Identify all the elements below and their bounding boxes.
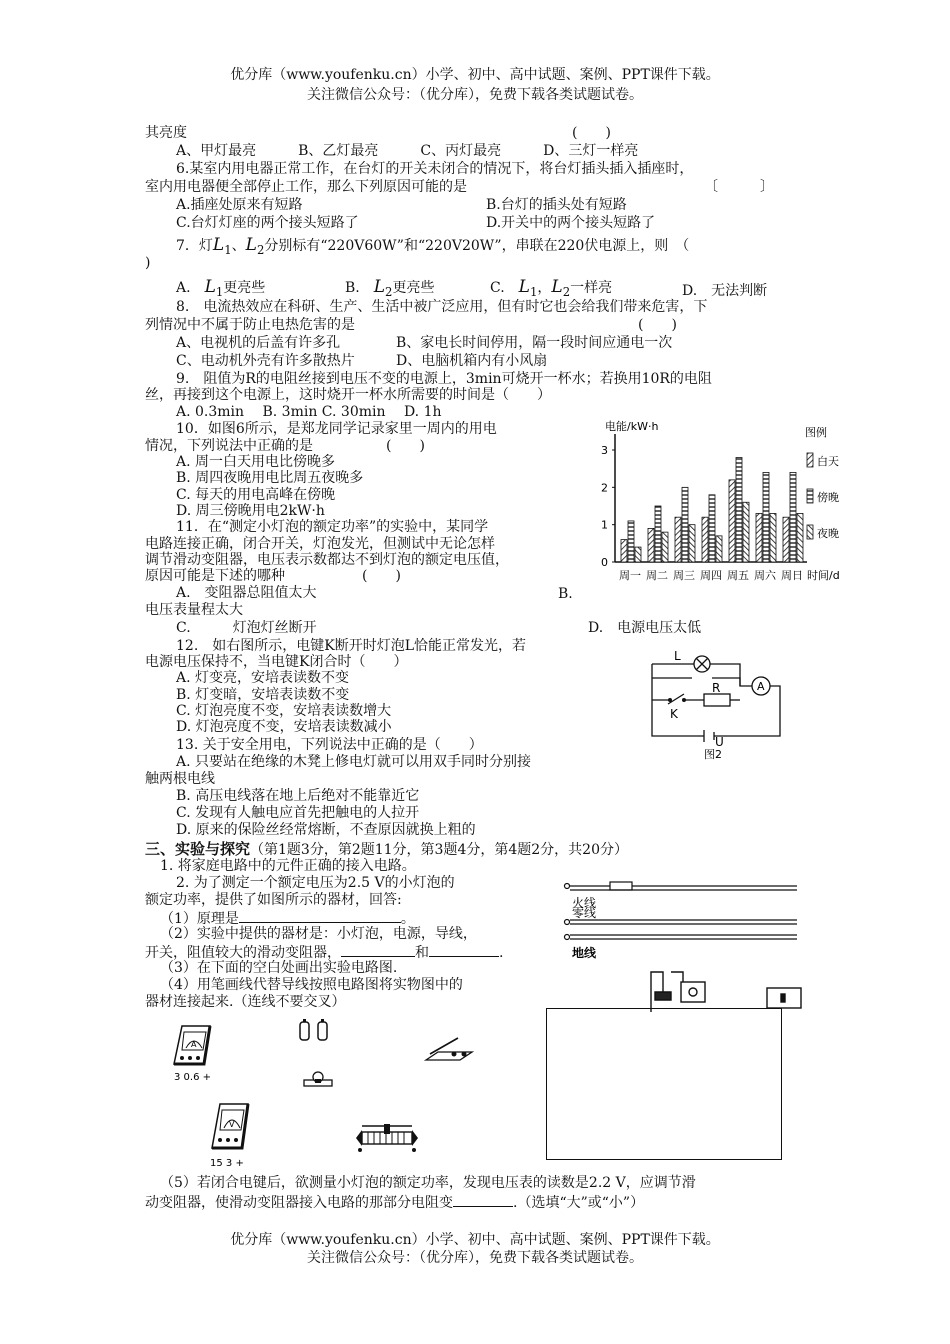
q11-option-c: C. 灯泡灯丝断开 xyxy=(176,620,317,636)
chart-bar-白天 xyxy=(648,528,654,562)
circuit-drawing-area[interactable] xyxy=(546,1008,782,1160)
q7-option-d: D. 无法判断 xyxy=(682,283,768,299)
circuit-caption: 图2 xyxy=(704,748,722,760)
q12-option-a: A. 灯变亮，安培表读数不变 xyxy=(176,670,350,686)
chart-bar-傍晚 xyxy=(709,495,715,562)
footer-line-2: 关注微信公众号：（优分库），免费下载各类试题试卷。 xyxy=(307,1250,643,1266)
chart-bar-夜晚 xyxy=(770,513,776,562)
exp2-part2-line1: （2）实验中提供的器材是：小灯泡，电源，导线， xyxy=(160,926,477,942)
exp2-part2-line2: 开关，阻值较大的滑动变阻器， 和 . xyxy=(145,942,503,962)
exp1-stem: 1. 将家庭电路中的元件正确的接入电路。 xyxy=(160,858,416,874)
knife-switch-icon xyxy=(424,1034,474,1064)
q10-paren: ( ) xyxy=(386,438,425,454)
circuit-switch-label: K xyxy=(670,707,678,721)
resistor-symbol xyxy=(704,694,730,706)
q11-stem-1: 11．在“测定小灯泡的额定功率”的实验中，某同学 xyxy=(176,519,489,535)
chart-bar-白天 xyxy=(621,540,627,562)
q8-stem-2: 列情况中不属于防止电热危害的是 xyxy=(145,317,355,333)
q10-option-b: B. 周四夜晚用电比周五夜晚多 xyxy=(176,470,364,486)
chart-bar-傍晚 xyxy=(790,472,796,562)
chart-category-label: 周四 xyxy=(700,569,722,582)
circuit-ammeter-label: A xyxy=(757,680,765,693)
q7-option-b: B. $L_2$更亮些 xyxy=(345,277,435,299)
chart-bar-白天 xyxy=(729,480,735,562)
chart-bar-夜晚 xyxy=(635,547,641,562)
chart-bar-夜晚 xyxy=(662,532,668,562)
exp2-stem-1: 2. 为了测定一个额定电压为2.5 V的小灯泡的 xyxy=(176,875,455,891)
chart-category-label: 周二 xyxy=(646,569,668,582)
answer-blank-equipment-1[interactable] xyxy=(341,942,415,957)
q11-option-b-text: 电压表量程太大 xyxy=(145,602,243,618)
chart-ytick-label: 0 xyxy=(601,556,608,569)
answer-blank-resistance[interactable] xyxy=(453,1192,513,1207)
q13-option-b: B. 高压电线落在地上后绝对不能靠近它 xyxy=(176,788,420,804)
household-devices xyxy=(645,966,825,1012)
q6-stem-1: 6.某室内用电器正常工作，在台灯的开关未闭合的情况下，将台灯插头插入插座时， xyxy=(176,161,694,177)
q11-option-d: D. 电源电压太低 xyxy=(588,620,702,636)
voltmeter-apparatus xyxy=(206,1098,254,1170)
chart-bar-夜晚 xyxy=(743,502,749,562)
ammeter-letter: A xyxy=(191,1040,197,1049)
chart-legend-swatch xyxy=(807,453,813,467)
circuit-diagram xyxy=(640,648,790,760)
chart-legend-label: 白天 xyxy=(817,455,839,468)
q12-stem-2: 电源电压保持不，当电键K闭合时（ ） xyxy=(145,654,408,670)
exp2-part5-line2: 动变阻器，使滑动变阻器接入电路的那部分电阻变 .（选填“大”或“小”） xyxy=(145,1192,644,1212)
chart-ytick-label: 2 xyxy=(601,481,608,495)
rheostat-icon xyxy=(354,1120,420,1154)
circuit-lamp-label: L xyxy=(674,649,681,663)
chart-ytick-label: 3 xyxy=(601,444,608,457)
q10-option-d: D. 周三傍晚用电2kW·h xyxy=(176,503,325,519)
circuit-source-label: U xyxy=(715,735,724,749)
live-wire-label: 火线 xyxy=(572,896,597,910)
q5-stem: 其亮度 xyxy=(145,125,187,141)
chart-bar-夜晚 xyxy=(797,513,803,562)
battery-icon xyxy=(296,1018,336,1042)
q12-option-d: D. 灯泡亮度不变，安培表读数减小 xyxy=(176,719,392,735)
chart-legend-swatch xyxy=(807,525,813,539)
chart-bar-夜晚 xyxy=(716,536,722,562)
q10-stem-2: 情况，下列说法中正确的是 xyxy=(145,438,313,454)
exp2-part3: （3）在下面的空白处画出实验电路图. xyxy=(160,960,398,976)
q13-stem: 13. 关于安全用电，下列说法中正确的是（ ） xyxy=(176,737,483,753)
q13-option-a-2: 触两根电线 xyxy=(145,771,215,787)
q10-option-a: A. 周一白天用电比傍晚多 xyxy=(176,454,336,470)
q10-option-c: C. 每天的用电高峰在傍晚 xyxy=(176,487,336,503)
chart-ytick-label: 1 xyxy=(601,518,608,532)
q8-option-c: C、电动机外壳有许多散热片 xyxy=(176,353,355,369)
chart-bar-傍晚 xyxy=(655,506,661,562)
q8-option-b: B、家电长时间停用，隔一段时间应通电一次 xyxy=(396,335,673,351)
q6-option-a: A.插座处原来有短路 xyxy=(176,197,303,213)
chart-bar-白天 xyxy=(675,517,681,562)
ceiling-lamp-icon xyxy=(655,992,671,1000)
q11-option-a: A. 变阻器总阻值太大 xyxy=(176,585,317,601)
chart-legend-swatch xyxy=(807,489,813,503)
ground-wire-label: 地线 xyxy=(572,946,597,960)
q10-stem-1: 10．如图6所示，是郑龙同学记录家里一周内的用电 xyxy=(176,421,497,437)
chart-bar-傍晚 xyxy=(628,521,634,562)
answer-blank-equipment-2[interactable] xyxy=(429,942,499,957)
q12-stem-1: 12. 如右图所示，电键K断开时灯泡L恰能正常发光，若 xyxy=(176,638,527,654)
chart-bar-傍晚 xyxy=(736,457,742,562)
q8-paren: ( ) xyxy=(638,317,677,333)
chart-legend-label: 夜晚 xyxy=(817,527,839,540)
chart-category-label: 周三 xyxy=(673,569,695,582)
chart-category-label: 周六 xyxy=(754,569,776,582)
household-wiring-diagram xyxy=(562,876,802,962)
q8-stem-1: 8. 电流热效应在科研、生产、生活中被广泛应用，但有时它也会给我们带来危害，下 xyxy=(176,299,708,315)
chart-bar-傍晚 xyxy=(763,472,769,562)
q11-stem-3: 调节滑动变阻器，电压表示数都达不到灯泡的额定电压值， xyxy=(145,552,509,568)
q13-option-a-1: A. 只要站在绝缘的木凳上修电灯就可以用双手同时分别接 xyxy=(176,754,532,770)
neutral-wire-label: 零线 xyxy=(572,906,597,920)
circuit-resistor-label: R xyxy=(712,681,721,695)
q13-option-d: D. 原来的保险丝经常熔断，不查原因就换上粗的 xyxy=(176,822,476,838)
answer-blank-principle[interactable] xyxy=(239,908,401,923)
q6-option-d: D.开关中的两个接头短路了 xyxy=(486,215,656,231)
q6-stem-2: 室内用电器便全部停止工作，那么下列原因可能的是 xyxy=(145,179,467,195)
q11-stem-4: 原因可能是下述的哪种 xyxy=(145,568,285,584)
small-bulb-icon xyxy=(300,1070,336,1088)
q7-option-c: C. $L_1$，$L_2$一样亮 xyxy=(490,277,613,299)
ammeter-terminals: 3 0.6 + xyxy=(174,1072,212,1083)
q9-stem-1: 9. 阻值为R的电阻丝接到电压不变的电源上，3min可烧开一杯水；若换用10R的电阻 xyxy=(176,371,712,387)
q6-option-b: B.台灯的插头处有短路 xyxy=(486,197,627,213)
chart-ylabel: 电能/kW·h xyxy=(605,420,659,433)
q7-option-a: A. $L_1$更亮些 xyxy=(176,277,266,299)
chart-legend-title: 图例 xyxy=(805,426,827,439)
q5-paren: ( ) xyxy=(572,125,611,141)
q11-option-b-label: B. xyxy=(558,586,573,602)
q8-option-d: D、电脑机箱内有小风扇 xyxy=(396,353,548,369)
voltmeter-terminals: 15 3 + xyxy=(210,1158,244,1169)
q9-options: A. 0.3min B. 3min C. 30min D. 1h xyxy=(176,404,442,420)
chart-category-label: 周日 xyxy=(781,569,803,582)
chart-xlabel: 时间/d xyxy=(807,569,840,582)
chart-bar-白天 xyxy=(756,513,762,562)
voltmeter-letter: V xyxy=(229,1120,235,1129)
exp2-part4-line1: （4）用笔画线代替导线按照电路图将实物图中的 xyxy=(160,977,463,993)
header-line-1: 优分库（www.youfenku.cn）小学、初中、高中试题、案例、PPT课件下载。 xyxy=(230,67,720,83)
q13-option-c: C. 发现有人触电应首先把触电的人拉开 xyxy=(176,805,420,821)
q12-option-b: B. 灯变暗，安培表读数不变 xyxy=(176,687,350,703)
exp2-part4-line2: 器材连接起来.（连线不要交叉） xyxy=(145,994,346,1010)
footer-line-1: 优分库（www.youfenku.cn）小学、初中、高中试题、案例、PPT课件下载。 xyxy=(230,1232,720,1248)
q7-close-paren: ) xyxy=(145,255,151,271)
header-line-2: 关注微信公众号：（优分库），免费下载各类试题试卷。 xyxy=(307,87,643,103)
wall-switch-icon xyxy=(681,982,705,1002)
q6-option-c: C.台灯灯座的两个接头短路了 xyxy=(176,215,359,231)
chart-category-label: 周一 xyxy=(619,569,641,582)
chart-bar-傍晚 xyxy=(682,487,688,562)
weekly-energy-chart xyxy=(585,410,850,590)
exp2-part1: （1）原理是 。 xyxy=(160,908,415,928)
chart-bar-白天 xyxy=(783,517,789,562)
chart-legend-label: 傍晚 xyxy=(817,491,839,504)
q8-option-a: A、电视机的后盖有许多孔 xyxy=(176,335,341,351)
chart-bar-白天 xyxy=(702,517,708,562)
section3-heading: 三、实验与探究（第1题3分，第2题11分，第3题4分，第4题2分，共20分） xyxy=(145,840,628,858)
exp2-part5-line1: （5）若闭合电键后，欲测量小灯泡的额定功率，发现电压表的读数是2.2 V，应调节滑 xyxy=(160,1175,696,1191)
q11-stem-2: 电路连接正确，闭合开关，灯泡发光，但测试中无论怎样 xyxy=(145,536,495,552)
q7-stem: 7．灯$L_1$、$L_2$分别标有“220V60W”和“220V20W”，串联在220伏电源上，则 （ xyxy=(176,235,690,257)
exp2-stem-2: 额定功率，提供了如图所示的器材，回答: xyxy=(145,892,402,908)
q6-paren: 〔 〕 xyxy=(704,179,774,195)
q11-paren: ( ) xyxy=(362,568,401,584)
fuse-symbol xyxy=(610,882,632,890)
chart-category-label: 周五 xyxy=(727,569,749,582)
q12-option-c: C. 灯泡亮度不变，安培表读数增大 xyxy=(176,703,392,719)
q5-options: A、甲灯最亮 B、乙灯最亮 C、丙灯最亮 D、三灯一样亮 xyxy=(176,143,639,159)
chart-bar-夜晚 xyxy=(689,525,695,562)
q9-stem-2: 丝，再接到这个电源上，这时烧开一杯水所需要的时间是（ ） xyxy=(145,387,551,403)
ammeter-apparatus xyxy=(168,1020,216,1084)
